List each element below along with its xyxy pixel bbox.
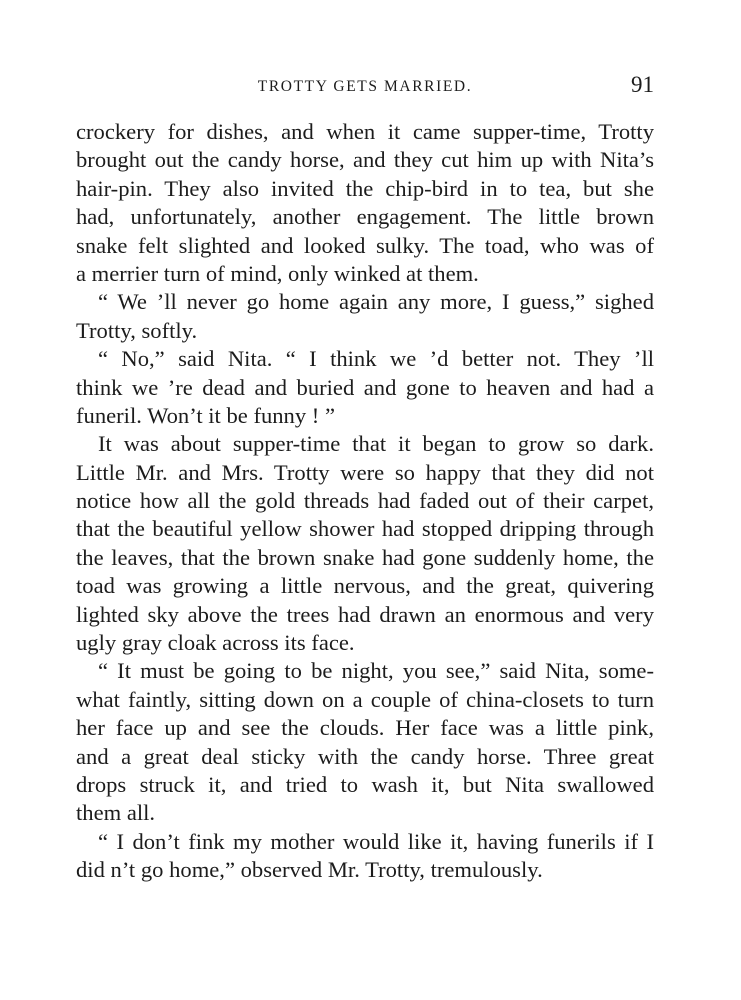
paragraph [76, 118, 654, 288]
text-line: “ We ’ll never go home again any more, I guess,” sighed [98, 289, 654, 315]
text-line: what faintly, sitting down on a couple of china-closets to turn [76, 686, 654, 712]
text-line: lighted sky above the trees had drawn an enormous and very [76, 601, 654, 627]
text-line: notice how all the gold threads had faded out of their carpet, [76, 488, 654, 514]
text-line: think we ’re dead and buried and gone to heaven and had a [76, 374, 654, 400]
text-line: Trotty, softly. [76, 317, 198, 343]
text-line: that the beautiful yellow shower had stopped dripping through [76, 516, 654, 542]
text-line: drops struck it, and tried to wash it, but Nita swallowed [76, 771, 654, 797]
text-line: “ No,” said Nita. “ I think we ’d better not. They ’ll [98, 346, 654, 372]
paragraph [76, 828, 654, 885]
text-line: “ It must be going to be night, you see,” said Nita, some- [98, 658, 654, 684]
body-text [76, 118, 654, 885]
paragraph [76, 345, 654, 430]
text-line: toad was growing a little nervous, and the great, quivering [76, 573, 654, 599]
text-line: crockery for dishes, and when it came supper-time, Trotty [76, 119, 654, 144]
running-title: TROTTY GETS MARRIED. [257, 78, 473, 95]
text-line: and a great deal sticky with the candy horse. Three great [76, 743, 654, 769]
paragraph [76, 288, 654, 345]
text-line: hair-pin. They also invited the chip-bird in to tea, but she [76, 175, 654, 201]
text-line: Little Mr. and Mrs. Trotty were so happy that they did not [76, 459, 654, 485]
text-line: had, unfortunately, another engagement. The little brown [76, 204, 654, 230]
text-line: ugly gray cloak across its face. [76, 630, 355, 656]
text-line: “ I don’t fink my mother would like it, having funerils if I [98, 828, 654, 854]
text-line: brought out the candy horse, and they cut him up with Nita’s [76, 147, 654, 173]
text-line: a merrier turn of mind, only winked at them. [76, 260, 479, 286]
text-line: funeril. Won’t it be funny ! ” [76, 402, 335, 428]
page-number: 91 [631, 72, 654, 97]
paragraph [76, 430, 654, 657]
text-line: her face up and see the clouds. Her face was a little pink, [76, 715, 654, 741]
text-line: did n’t go home,” observed Mr. Trotty, tremulously. [76, 857, 543, 883]
paragraph [76, 657, 654, 827]
text-line: them all. [76, 800, 156, 826]
text-line: It was about supper-time that it began to grow so dark. [98, 431, 654, 457]
running-head [76, 72, 654, 106]
text-line: snake felt slighted and looked sulky. The toad, who was of [76, 232, 654, 258]
text-line: the leaves, that the brown snake had gone suddenly home, the [76, 544, 654, 570]
